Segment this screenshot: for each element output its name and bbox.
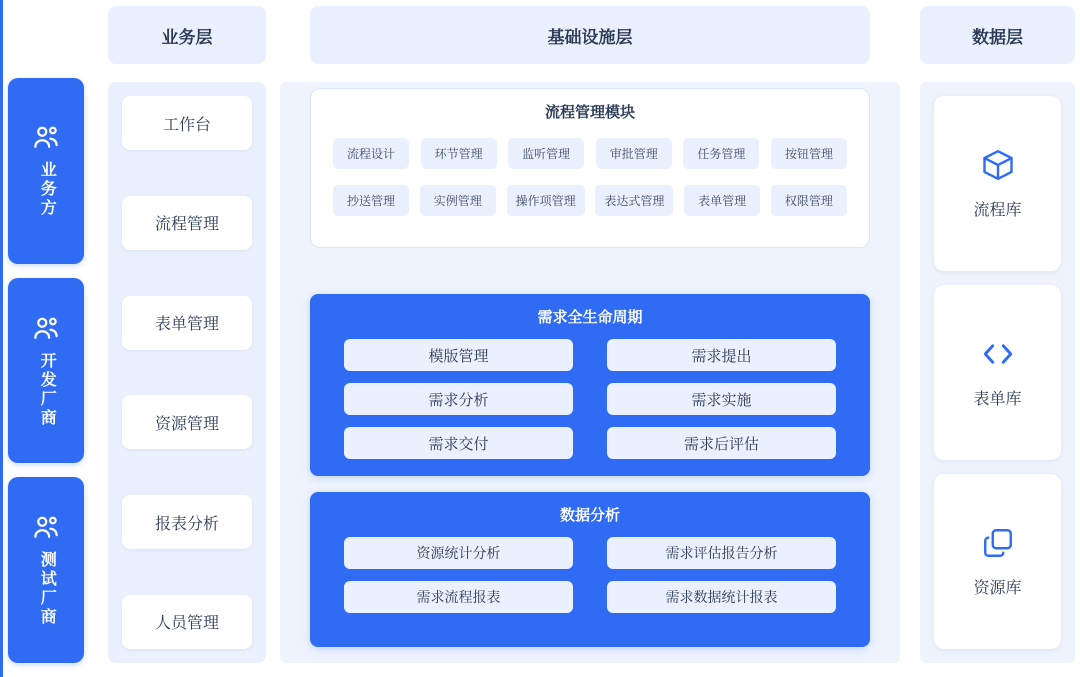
data-store-form-library[interactable] [934, 285, 1061, 460]
flow-chip-node-management[interactable]: 环节管理 [421, 138, 497, 169]
lifecycle-item-requirement-submission[interactable]: 需求提出 [607, 339, 836, 371]
flow-chip-cc-management[interactable]: 抄送管理 [333, 185, 409, 216]
flow-chip-approval-management[interactable]: 审批管理 [596, 138, 672, 169]
business-layer-column [108, 82, 266, 663]
data-store-label: 流程库 [973, 202, 1022, 219]
data-store-resource-library[interactable] [934, 474, 1061, 649]
data-analysis-panel [310, 492, 870, 647]
actor-development-vendor[interactable] [8, 278, 84, 464]
actor-label: 业务方 [38, 161, 56, 219]
business-item-personnel-management[interactable] [122, 595, 252, 649]
business-item-workbench[interactable] [122, 96, 252, 150]
business-item-label: 人员管理 [154, 615, 219, 633]
column-header-data: 数据层 [920, 6, 1075, 64]
flow-chip-permission-management[interactable]: 权限管理 [771, 185, 847, 216]
users-icon [31, 513, 61, 543]
flow-chip-task-management[interactable]: 任务管理 [683, 138, 759, 169]
data-store-process-library[interactable] [934, 96, 1061, 271]
code-brackets-icon [980, 336, 1016, 372]
infrastructure-layer-column [280, 82, 900, 663]
data-layer-column [920, 82, 1075, 663]
left-edge-accent-line [0, 0, 3, 677]
lifecycle-panel-title: 需求全生命周期 [537, 309, 643, 326]
lifecycle-panel-grid [310, 327, 870, 459]
lifecycle-item-post-evaluation[interactable]: 需求后评估 [607, 427, 836, 459]
flow-module-row-2 [311, 185, 869, 216]
business-item-label: 流程管理 [154, 216, 219, 234]
copy-layers-icon [980, 525, 1016, 561]
actor-rail [8, 78, 84, 663]
flow-chip-instance-management[interactable]: 实例管理 [420, 185, 496, 216]
business-item-label: 工作台 [162, 116, 211, 134]
actor-testing-vendor[interactable] [8, 477, 84, 663]
lifecycle-item-requirement-analysis[interactable]: 需求分析 [344, 383, 573, 415]
analysis-panel-grid [310, 525, 870, 613]
business-item-process-management[interactable] [122, 196, 252, 250]
actor-label: 开发厂商 [38, 351, 56, 428]
analysis-panel-title: 数据分析 [559, 507, 620, 524]
column-header-infrastructure: 基础设施层 [310, 6, 870, 64]
actor-label: 测试厂商 [38, 551, 56, 628]
flow-chip-operation-item-management[interactable]: 操作项管理 [507, 185, 585, 216]
analysis-item-requirement-evaluation-report[interactable]: 需求评估报告分析 [607, 537, 836, 569]
flow-chip-form-management[interactable]: 表单管理 [684, 185, 760, 216]
column-header-business: 业务层 [108, 6, 266, 64]
actor-business-party[interactable] [8, 78, 84, 264]
requirement-lifecycle-panel [310, 294, 870, 476]
users-icon [31, 314, 61, 344]
business-item-label: 表单管理 [154, 316, 219, 334]
business-item-form-management[interactable] [122, 296, 252, 350]
lifecycle-item-requirement-delivery[interactable]: 需求交付 [344, 427, 573, 459]
data-store-label: 表单库 [973, 391, 1022, 408]
flow-chip-expression-management[interactable]: 表达式管理 [595, 185, 673, 216]
flow-chip-process-design[interactable]: 流程设计 [333, 138, 409, 169]
analysis-item-resource-statistics[interactable]: 资源统计分析 [344, 537, 573, 569]
data-store-label: 资源库 [973, 580, 1022, 597]
flow-chip-button-management[interactable]: 按钮管理 [771, 138, 847, 169]
flow-chip-listener-management[interactable]: 监听管理 [508, 138, 584, 169]
lifecycle-item-template-management[interactable]: 模版管理 [344, 339, 573, 371]
business-item-report-analysis[interactable] [122, 495, 252, 549]
users-icon [31, 123, 61, 153]
analysis-item-requirement-data-report[interactable]: 需求数据统计报表 [607, 581, 836, 613]
business-item-resource-management[interactable] [122, 395, 252, 449]
business-item-label: 报表分析 [154, 515, 219, 533]
cube-icon [980, 147, 1016, 183]
flow-management-module [310, 88, 870, 248]
flow-module-row-1 [311, 138, 869, 169]
business-item-label: 资源管理 [154, 415, 219, 433]
analysis-item-requirement-process-report[interactable]: 需求流程报表 [344, 581, 573, 613]
flow-module-title: 流程管理模块 [544, 104, 635, 121]
lifecycle-item-requirement-implementation[interactable]: 需求实施 [607, 383, 836, 415]
